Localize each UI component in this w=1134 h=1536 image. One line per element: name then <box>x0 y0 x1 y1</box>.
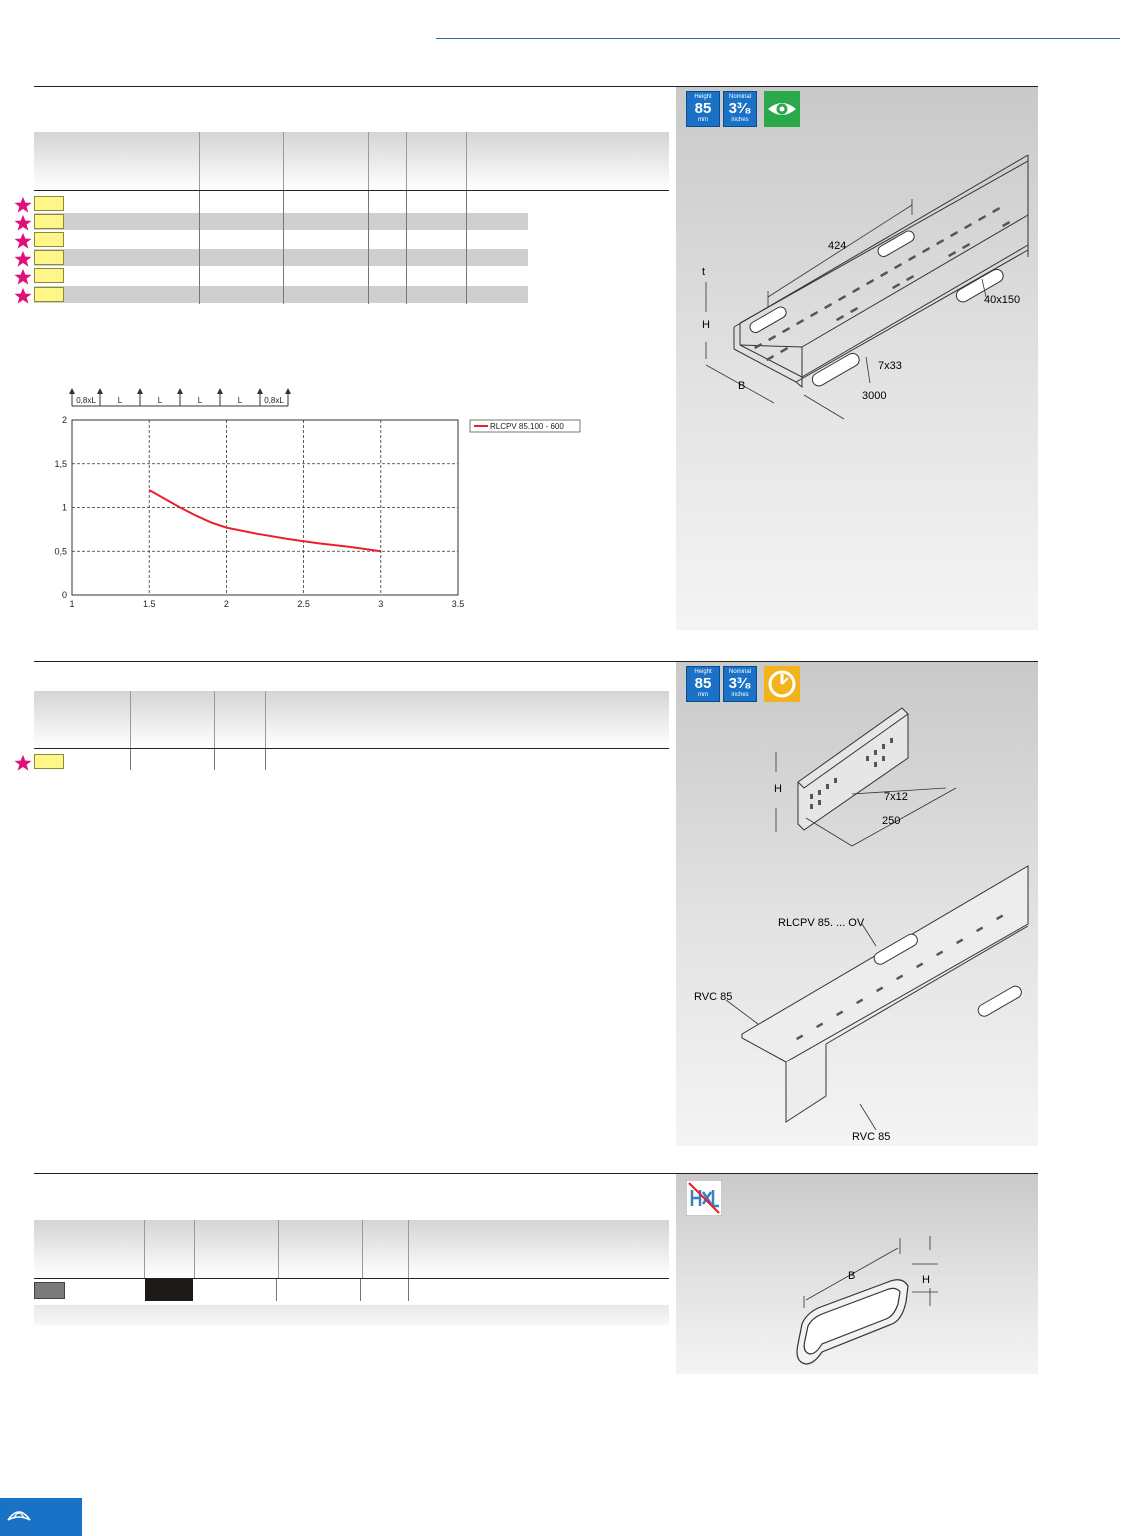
height-badge-label: Height <box>694 669 712 675</box>
star-icon <box>14 214 32 232</box>
color-swatch-grey <box>34 1282 65 1299</box>
legend-label: RLCPV 85.100 - 600 <box>490 422 564 431</box>
nominal-badge-value: 3³⁄₈ <box>728 100 752 117</box>
star-icon <box>14 232 32 250</box>
dim-250-label: 250 <box>882 815 901 827</box>
nominal-badge-unit: inches <box>731 692 749 698</box>
dim-40x150-label: 40x150 <box>984 294 1021 306</box>
star-icon <box>14 754 32 772</box>
table-1-header <box>34 132 669 191</box>
y-tick-label: 2 <box>61 415 67 425</box>
chart-legend <box>470 420 580 432</box>
span-label: L <box>197 396 203 405</box>
nominal-badge-label: Nominal <box>728 94 751 100</box>
table-3-header <box>34 1220 669 1279</box>
y-tick-label: 0 <box>61 590 67 600</box>
star-icon <box>14 268 32 286</box>
dim-h-label: H <box>922 1274 930 1286</box>
support-arrow-head <box>69 388 75 394</box>
height-badge-value: 85 <box>694 675 712 692</box>
x-tick-label: 3.5 <box>451 599 465 609</box>
x-tick-label: 1.5 <box>142 599 156 609</box>
brand-logo-icon <box>4 1502 34 1526</box>
support-arrow-head <box>137 388 143 394</box>
span-label: 0,8xL <box>264 396 284 405</box>
grommet-drawing <box>676 1174 1038 1374</box>
dim-h-label: H <box>774 783 782 795</box>
support-arrow-head <box>97 388 103 394</box>
brand-logo-block <box>0 1498 82 1536</box>
star-icon <box>14 250 32 268</box>
table-row <box>34 267 669 284</box>
new-marker-cell <box>34 287 64 302</box>
y-tick-label: 1 <box>61 502 67 513</box>
support-arrow-head <box>257 388 263 394</box>
cable-tray-drawing <box>676 87 1038 630</box>
table-row <box>34 249 528 266</box>
dim-h-label: H <box>702 319 710 331</box>
height-badge-unit: mm <box>698 117 708 123</box>
span-label: L <box>117 396 123 405</box>
new-marker-cell <box>34 214 64 229</box>
nominal-badge-unit: inches <box>731 117 749 123</box>
header-rule <box>436 38 1120 39</box>
height-badge-unit: mm <box>698 692 708 698</box>
x-tick-label: 1 <box>69 599 75 609</box>
new-marker-cell <box>34 250 64 265</box>
new-marker-cell <box>34 232 64 247</box>
height-badge-label: Height <box>694 94 712 100</box>
chart-grid <box>72 420 458 595</box>
x-tick-label: 2.5 <box>297 599 310 609</box>
span-label: 0,8xL <box>76 396 96 405</box>
x-tick-label: 3 <box>378 599 384 609</box>
rlcpv-label: RLCPV 85. ... OV <box>778 917 865 929</box>
dim-b-label: B <box>738 380 746 392</box>
dim-b-label: B <box>848 1270 856 1282</box>
dim-t-label: t <box>702 266 706 278</box>
table-row <box>34 286 528 303</box>
height-badge-value: 85 <box>694 100 712 117</box>
support-arrow-head <box>285 388 291 394</box>
rvc-left-label: RVC 85 <box>694 991 733 1003</box>
y-tick-label: 0,5 <box>54 546 67 557</box>
table-2-header <box>34 691 669 749</box>
dim-7x33-label: 7x33 <box>878 360 902 372</box>
table-3-footer <box>34 1305 669 1325</box>
new-marker-cell <box>34 196 64 211</box>
table-row <box>34 213 528 230</box>
span-label: L <box>237 396 243 405</box>
table-row <box>34 195 669 212</box>
table-row <box>34 231 669 248</box>
span-label: L <box>157 396 163 405</box>
dim-3000-label: 3000 <box>862 390 887 402</box>
new-marker-cell <box>34 268 64 283</box>
nominal-badge-label: Nominal <box>728 669 751 675</box>
x-tick-label: 2 <box>223 599 229 609</box>
star-icon <box>14 196 32 214</box>
color-swatch-black <box>145 1279 193 1301</box>
y-tick-label: 1,5 <box>54 458 67 469</box>
rvc-bottom-label: RVC 85 <box>852 1131 891 1143</box>
star-icon <box>14 287 32 305</box>
load-span-chart <box>30 384 620 614</box>
connector-drawing <box>676 662 1038 1146</box>
support-arrow-head <box>217 388 223 394</box>
span-diagram <box>69 388 291 406</box>
new-marker-cell <box>34 754 64 769</box>
dim-7x12-label: 7x12 <box>884 791 908 803</box>
support-arrow-head <box>177 388 183 394</box>
nominal-badge-value: 3³⁄₈ <box>728 675 752 692</box>
dim-424-label: 424 <box>828 240 847 252</box>
